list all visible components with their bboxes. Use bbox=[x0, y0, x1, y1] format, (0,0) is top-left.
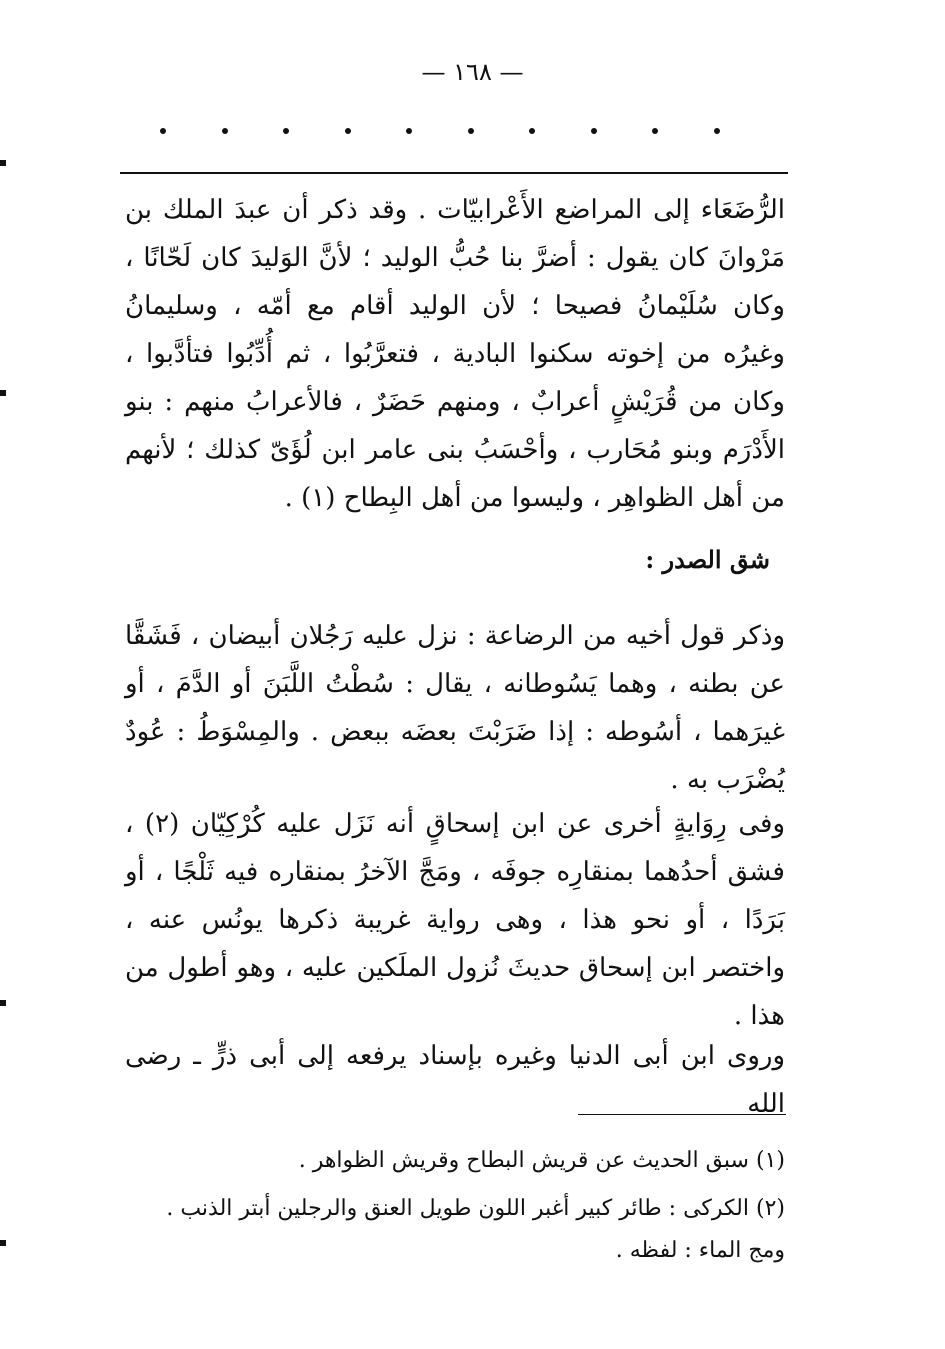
footnote-2: (٢) الكركى : طائر كبير أغبر اللون طويل العنق والرجلين أبتر الذنب . ومج الماء : لفظه . bbox=[166, 1196, 785, 1263]
paragraph-text: الرُّضَعَاء إلى المراضع الأَعْرابيّات . وقد ذكر أن عبدَ الملك بن مَرْوانَ كان يقول : أضرَّ بنا حُبُّ الوليد ؛ لأنَّ الوَليدَ كان لَحّانًا ، وكان سُلَيْمانُ فصيحا ؛ لأن الوليد أقام مع أمّه ، وسليمانُ وغيرُه من إخوته سكنوا البادية ، فتعرَّبُوا ، ثم أُدِّبُوا فتأدَّبوا ، وكان من قُرَيْشٍ أعرابٌ ، ومنهم حَضَرٌ ، فالأعرابُ منهم : بنو الأَدْرَم وبنو مُحَارب ، وأحْسَبُ بنى عامر ابن لُؤَىّ كذلك ؛ لأنهم من أهل الظواهِر ، وليسوا من أهل البِطاح (١) . bbox=[125, 195, 785, 513]
paragraph-text: وفى رِوَايةٍ أخرى عن ابن إسحاقٍ أنه نَزَل عليه كُرْكِيّان (٢) ، فشق أحدُهما بمنقارِه جوفَه ، ومَجَّ الآخرُ بمنقاره فيه ثَلْجًا ، أو بَرَدًا ، أو نحو هذا ، وهى رواية غريبة ذكرها يونُس عنه ، واختصر ابن إسحاق حديثَ نُزول الملَكين عليه ، وهو أطول من هذا . bbox=[125, 809, 785, 1031]
ornament-dot bbox=[222, 128, 228, 134]
footnotes bbox=[125, 1140, 785, 1278]
section-heading: شق الصدر : bbox=[645, 545, 770, 574]
footnote-1: (١) سبق الحديث عن قريش البطاح وقريش الظواهر . bbox=[298, 1148, 785, 1173]
body-paragraph-3 bbox=[125, 800, 785, 1040]
ornament-dot bbox=[529, 128, 535, 134]
ornament-dot bbox=[160, 128, 166, 134]
header-rule bbox=[120, 172, 788, 174]
body-paragraph-2 bbox=[125, 612, 785, 804]
ornament-dot bbox=[345, 128, 351, 134]
paragraph-text: وروى ابن أبى الدنيا وغيره بإسناد يرفعه إلى أبى ذرٍّ ـ رضى الله bbox=[125, 1041, 785, 1119]
ornament-dot bbox=[652, 128, 658, 134]
ornament-dot bbox=[591, 128, 597, 134]
page-number: — ١٦٨ — bbox=[421, 58, 524, 86]
ornament-dot bbox=[714, 128, 720, 134]
ornament-dot bbox=[283, 128, 289, 134]
ornament-dot bbox=[406, 128, 412, 134]
margin-mark bbox=[0, 1240, 6, 1246]
paragraph-text: وذكر قول أخيه من الرضاعة : نزل عليه رَجُلان أبيضان ، فَشَقَّا عن بطنه ، وهما يَسُوطانه ، يقال : سُطْتُ اللَّبَنَ أو الدَّمَ ، أو غيرَهما ، أسُوطه : إذا ضَرَبْتَ بعضَه ببعض . والمِسْوَطُ : عُودٌ يُضْرَب به . bbox=[125, 621, 786, 795]
margin-mark bbox=[0, 390, 6, 396]
ornament-dot bbox=[468, 128, 474, 134]
footnote-rule bbox=[578, 1114, 786, 1115]
margin-mark bbox=[0, 1000, 6, 1006]
body-paragraph-1 bbox=[125, 186, 785, 522]
ornament-dots bbox=[160, 128, 720, 134]
margin-mark bbox=[0, 160, 6, 166]
